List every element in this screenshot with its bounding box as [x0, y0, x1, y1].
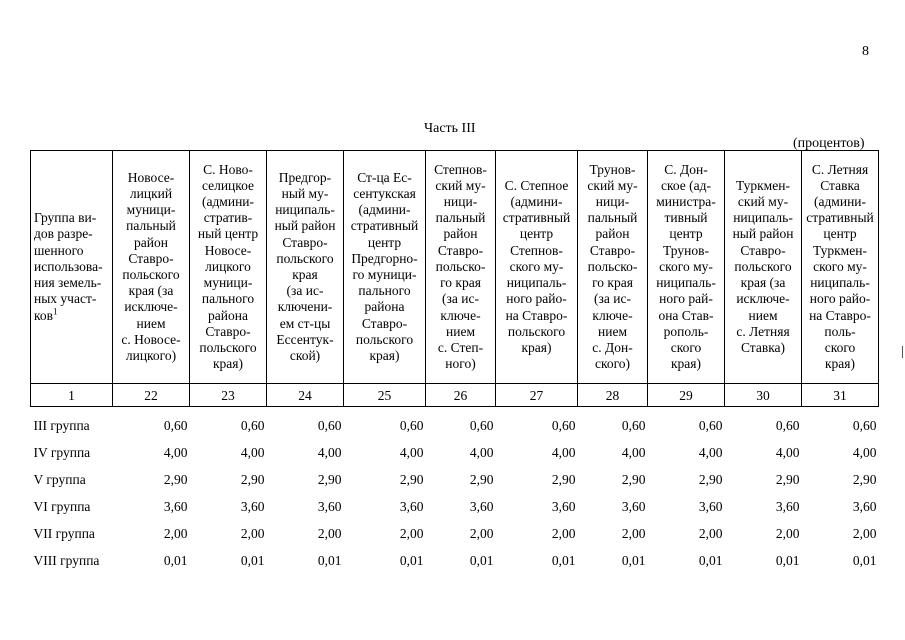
- rate-value: 4,00: [399, 445, 424, 461]
- rate-value: 2,00: [852, 526, 877, 542]
- rate-value: 2,00: [317, 526, 342, 542]
- rate-value: 2,00: [775, 526, 800, 542]
- group-label: VII группа: [33, 526, 95, 542]
- rate-value: 4,00: [317, 445, 342, 461]
- column-number: 26: [426, 384, 496, 407]
- rate-value: 0,60: [551, 418, 576, 434]
- rate-value: 0,01: [469, 553, 494, 569]
- column-header: Туркмен- ский му- ниципаль- ный район Ставро- польского края (за исключе- нием с. Летняя Ставка): [725, 151, 802, 384]
- column-header: Трунов- ский му- ници- пальный район Ставро- польско- го края (за ис- ключе- нием с. Дон- ского): [578, 151, 648, 384]
- table-row: [31, 407, 879, 441]
- rate-value: 2,90: [399, 472, 424, 488]
- rate-value: 4,00: [698, 445, 723, 461]
- group-label: IV группа: [33, 445, 91, 461]
- rate-value: 0,60: [399, 418, 424, 434]
- header-group-text: Группа ви- дов разре- шенного использова- ния земель- ных участ- ков: [34, 210, 103, 323]
- rate-value: 3,60: [399, 499, 424, 515]
- rate-value: 2,90: [551, 472, 576, 488]
- column-header: С. Степное (админи- стративный центр Степнов- ского му- ниципаль- ного райо- на Ставро- польского края): [496, 151, 578, 384]
- rate-value: 0,60: [163, 418, 188, 434]
- rate-value: 0,60: [852, 418, 877, 434]
- column-header: Ст-ца Ес- сентукская (админи- стративный центр Предгорно- го муници- пального района Ставро- польского края): [344, 151, 426, 384]
- rate-value: 2,90: [852, 472, 877, 488]
- column-header: С. Ново- селицкое (админи- стратив- ный центр Новосе- лицкого муници- пального района Ставро- польского края): [190, 151, 267, 384]
- table-row: [31, 548, 879, 575]
- rate-value: 2,90: [621, 472, 646, 488]
- rate-value: 0,60: [621, 418, 646, 434]
- rate-value: 3,60: [621, 499, 646, 515]
- table-row: [31, 440, 879, 467]
- rate-value: 3,60: [469, 499, 494, 515]
- rate-value: 2,90: [240, 472, 265, 488]
- rate-value: 2,00: [698, 526, 723, 542]
- rate-value: 0,01: [551, 553, 576, 569]
- unit-note: (процентов): [793, 136, 865, 151]
- rate-value: 2,00: [163, 526, 188, 542]
- column-number: 23: [190, 384, 267, 407]
- rate-value: 2,90: [163, 472, 188, 488]
- rate-value: 2,90: [698, 472, 723, 488]
- header-row: [31, 151, 879, 384]
- rate-value: 4,00: [852, 445, 877, 461]
- rate-value: 3,60: [240, 499, 265, 515]
- header-group-cell: [31, 151, 113, 384]
- column-header: С. Дон- ское (ад- министра- тивный центр Трунов- ского му- ниципаль- ного рай- она Став- рополь- ского края): [648, 151, 725, 384]
- rate-value: 0,01: [163, 553, 188, 569]
- column-number: 30: [725, 384, 802, 407]
- rate-value: 0,01: [317, 553, 342, 569]
- rate-value: 0,60: [469, 418, 494, 434]
- rate-value: 3,60: [775, 499, 800, 515]
- column-number-row: [31, 384, 879, 407]
- group-label: III группа: [33, 418, 90, 434]
- column-number: 31: [802, 384, 879, 407]
- rate-value: 3,60: [163, 499, 188, 515]
- rate-value: 0,01: [240, 553, 265, 569]
- rate-value: 2,00: [469, 526, 494, 542]
- rate-value: 2,90: [469, 472, 494, 488]
- column-number: 25: [344, 384, 426, 407]
- rate-value: 0,01: [698, 553, 723, 569]
- column-header: С. Летняя Ставка (админи- стративный центр Туркмен- ского му- ниципаль- ного райо- на Ставро- поль- ского края): [802, 151, 879, 384]
- table-row: [31, 467, 879, 494]
- rate-value: 4,00: [621, 445, 646, 461]
- footnote-marker: 1: [53, 306, 58, 316]
- rate-value: 4,00: [240, 445, 265, 461]
- table-row: [31, 521, 879, 548]
- column-number: 27: [496, 384, 578, 407]
- group-label: VIII группа: [33, 553, 100, 569]
- rate-value: 0,01: [621, 553, 646, 569]
- rate-value: 0,60: [698, 418, 723, 434]
- column-header: Степнов- ский му- ници- пальный район Ставро- польско- го края (за ис- ключе- нием с. Степ- ного): [426, 151, 496, 384]
- rate-value: 2,00: [240, 526, 265, 542]
- rate-value: 2,00: [399, 526, 424, 542]
- rate-value: 0,01: [852, 553, 877, 569]
- group-label: VI группа: [33, 499, 91, 515]
- rates-table: [30, 150, 879, 575]
- rate-value: 0,01: [775, 553, 800, 569]
- rate-value: 2,00: [551, 526, 576, 542]
- page-number: 8: [862, 44, 869, 59]
- rate-value: 4,00: [551, 445, 576, 461]
- column-header: Предгор- ный му- ниципаль- ный район Ставро- польского края (за ис- ключени- ем ст-цы Ессентук- ской): [267, 151, 344, 384]
- rate-value: 4,00: [775, 445, 800, 461]
- group-label: V группа: [33, 472, 86, 488]
- rate-value: 0,60: [240, 418, 265, 434]
- rate-value: 4,00: [469, 445, 494, 461]
- column-number: 24: [267, 384, 344, 407]
- column-header: Новосе- лицкий муници- пальный район Ставро- польского края (за исключе- нием с. Новосе- лицкого): [113, 151, 190, 384]
- rate-value: 0,60: [775, 418, 800, 434]
- rate-value: 2,00: [621, 526, 646, 542]
- rate-value: 2,90: [775, 472, 800, 488]
- rate-value: 3,60: [698, 499, 723, 515]
- rate-value: 0,01: [399, 553, 424, 569]
- rate-value: 3,60: [317, 499, 342, 515]
- margin-mark: [902, 346, 903, 358]
- table-row: [31, 494, 879, 521]
- rate-value: 0,60: [317, 418, 342, 434]
- rate-value: 3,60: [852, 499, 877, 515]
- rate-value: 2,90: [317, 472, 342, 488]
- rate-value: 4,00: [163, 445, 188, 461]
- column-number: 28: [578, 384, 648, 407]
- column-number: 1: [31, 384, 113, 407]
- column-number: 29: [648, 384, 725, 407]
- part-title: Часть III: [424, 121, 476, 136]
- column-number: 22: [113, 384, 190, 407]
- rate-value: 3,60: [551, 499, 576, 515]
